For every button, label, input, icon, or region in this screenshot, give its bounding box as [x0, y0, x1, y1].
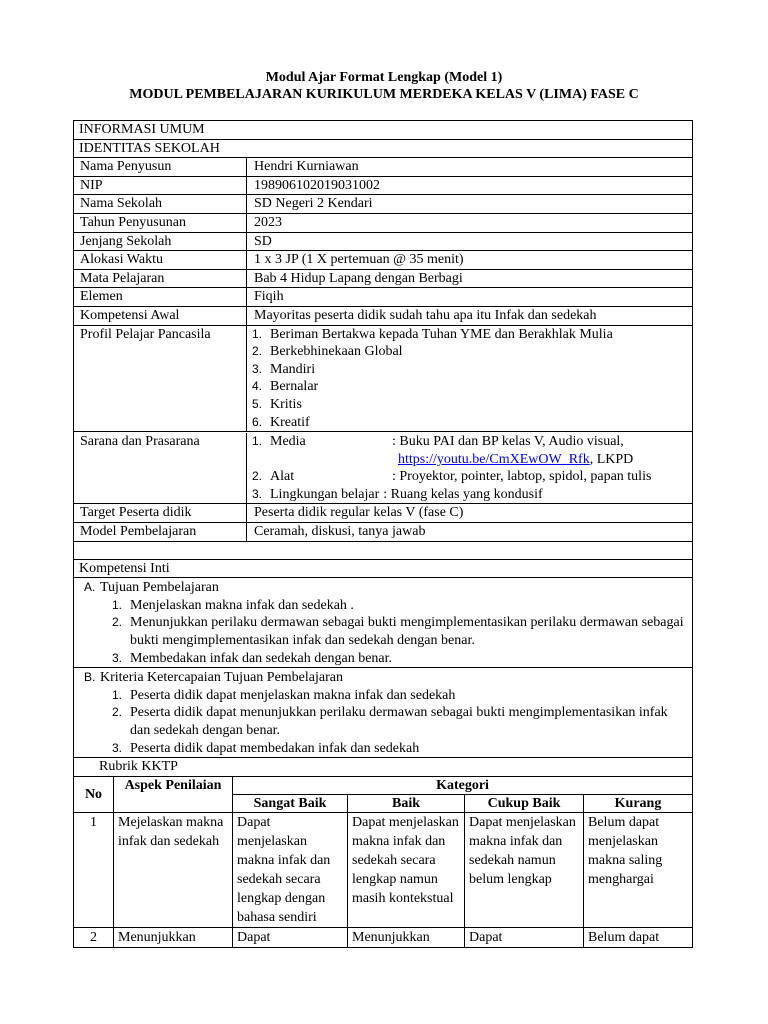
info-value: 198906102019031002 — [254, 177, 380, 193]
model-label: Model Pembelajaran — [74, 523, 247, 541]
cell-sangat-baik: Dapat — [233, 927, 348, 947]
info-value: Bab 4 Hidup Lapang dengan Berbagi — [254, 270, 463, 286]
table-row — [74, 812, 693, 927]
list-item: 3. Mandiri — [252, 361, 316, 377]
kriteria-heading: Kriteria Ketercapaian Tujuan Pembelajaran — [100, 670, 343, 686]
kompetensi-inti-heading: Kompetensi Inti — [79, 560, 170, 576]
profil-value — [247, 326, 692, 432]
info-value: Fiqih — [254, 289, 284, 305]
info-value: 2023 — [254, 214, 282, 230]
info-row — [74, 287, 692, 306]
info-label: Nama Sekolah — [74, 195, 247, 213]
tujuan-section: A. Tujuan Pembelajaran 1. Menjelaskan makna infak dan sedekah . 2. Menunjukkan perilaku dermawan sebagai bukti mengimplementasikan perilaku dermawan sebagai bukti mengimplementasikan infak dan sedekah dengan benar. 3. Membedakan infak dan sedekah dengan benar. — [74, 577, 692, 667]
info-label: Tahun Penyusunan — [74, 214, 247, 232]
target-row — [74, 503, 692, 522]
info-row — [74, 213, 692, 232]
info-table — [73, 120, 693, 948]
spacer-row — [74, 541, 692, 559]
tujuan-list — [84, 597, 692, 667]
kriteria-list — [84, 687, 692, 757]
document-subtitle: MODUL PEMBELAJARAN KURIKULUM MERDEKA KELAS V (LIMA) FASE C — [129, 87, 639, 102]
info-row — [74, 250, 692, 269]
list-item: 2. Peserta didik dapat menunjukkan perilaku dermawan sebagai bukti mengimplementasikan infak dan sedekah dengan benar. — [111, 705, 668, 738]
info-value: SD Negeri 2 Kendari — [254, 196, 373, 212]
cell-sangat-baik: Dapat menjelaskan makna infak dan sedekah secara lengkap dengan bahasa sendiri — [233, 812, 348, 927]
header-no: No — [74, 776, 114, 812]
info-row — [74, 194, 692, 213]
sarana-label: Sarana dan Prasarana — [74, 433, 247, 503]
info-value: SD — [254, 233, 272, 249]
info-label: Kompetensi Awal — [74, 307, 247, 325]
rubrik-wrapper — [74, 776, 692, 948]
model-row — [74, 522, 692, 541]
sarana-lingkungan: 3. Lingkungan belajar : Ruang kelas yang kondusif — [252, 486, 543, 502]
header-aspek: Aspek Penilaian — [114, 776, 233, 812]
cell-aspek: Menunjukkan — [114, 927, 233, 947]
cell-baik: Dapat menjelaskan makna infak dan sedekah secara lengkap namun masih kontekstual — [348, 812, 465, 927]
youtube-link[interactable]: https://youtu.be/CmXEwOW_Rfk — [398, 451, 590, 467]
info-label: NIP — [74, 177, 247, 195]
list-item: 4. Bernalar — [252, 379, 319, 395]
list-item: 2. Menunjukkan perilaku dermawan sebagai bukti mengimplementasikan perilaku dermawan sebagai bukti mengimplementasikan infak dan sedekah dengan benar. — [111, 615, 684, 649]
cell-no: 2 — [74, 927, 114, 947]
rubrik-heading: Rubrik KKTP — [99, 759, 178, 775]
cell-cukup-baik: Dapat menjelaskan makna infak dan sedekah namun belum lengkap — [465, 812, 584, 927]
identitas-sekolah-heading: IDENTITAS SEKOLAH — [79, 140, 220, 156]
target-label: Target Peserta didik — [74, 504, 247, 522]
sarana-alat: 2. Alat : Proyektor, pointer, labtop, spidol, papan tulis — [252, 469, 652, 485]
info-value: Mayoritas peserta didik sudah tahu apa itu Infak dan sedekah — [254, 307, 597, 323]
list-item: 1. Beriman Bertakwa kepada Tuhan YME dan Berakhlak Mulia — [252, 326, 613, 342]
info-row — [74, 157, 692, 176]
cell-kurang: Belum dapat — [584, 927, 693, 947]
cell-kurang: Belum dapat menjelaskan makna saling menghargai — [584, 812, 693, 927]
tujuan-heading: Tujuan Pembelajaran — [100, 580, 219, 596]
list-item: 3. Membedakan infak dan sedekah dengan benar. — [111, 650, 393, 666]
info-row — [74, 176, 692, 195]
sarana-media: 1. Media : Buku PAI dan BP kelas V, Audio visual, https://youtu.be/CmXEwOW_Rfk, LKPD — [252, 434, 634, 467]
info-label: Mata Pelajaran — [74, 270, 247, 288]
info-value: 1 x 3 JP (1 X pertemuan @ 35 menit) — [254, 252, 464, 268]
kompetensi-inti-row — [74, 559, 692, 578]
cell-no: 1 — [74, 812, 114, 927]
info-row — [74, 232, 692, 251]
info-label: Elemen — [74, 288, 247, 306]
target-value: Peserta didik regular kelas V (fase C) — [254, 505, 464, 521]
profil-list — [250, 326, 692, 432]
cell-aspek: Mejelaskan makna infak dan sedekah — [114, 812, 233, 927]
list-item: 6. Kreatif — [252, 414, 310, 430]
sarana-row — [74, 431, 692, 503]
header-kurang: Kurang — [584, 794, 693, 812]
header-baik: Baik — [348, 794, 465, 812]
info-label: Alokasi Waktu — [74, 251, 247, 269]
info-value: Hendri Kurniawan — [254, 159, 359, 175]
info-row — [74, 269, 692, 288]
list-item: 2. Berkebhinekaan Global — [252, 344, 403, 360]
identitas-sekolah-row — [74, 139, 692, 158]
informasi-umum-heading: INFORMASI UMUM — [79, 122, 205, 137]
rubrik-table — [73, 776, 693, 948]
list-item: 1. Peserta didik dapat menjelaskan makna infak dan sedekah — [111, 687, 456, 703]
header-cukup-baik: Cukup Baik — [465, 794, 584, 812]
profil-label: Profil Pelajar Pancasila — [74, 326, 247, 432]
list-item: 5. Kritis — [252, 396, 302, 412]
rubrik-title-row — [74, 757, 692, 776]
kriteria-section: B. Kriteria Ketercapaian Tujuan Pembelajaran 1. Peserta didik dapat menjelaskan makna infak dan sedekah 2. Peserta didik dapat menunjukkan perilaku dermawan sebagai bukti mengimplementasikan infak dan sedekah dengan benar. 3. Peserta didik dapat membedakan infak dan sedekah — [74, 667, 692, 757]
info-label: Jenjang Sekolah — [74, 233, 247, 251]
rubrik-header-row — [74, 776, 693, 794]
header-sangat-baik: Sangat Baik — [233, 794, 348, 812]
informasi-umum-row — [74, 121, 692, 139]
model-value: Ceramah, diskusi, tanya jawab — [254, 524, 426, 540]
list-item: 1. Menjelaskan makna infak dan sedekah . — [111, 597, 354, 613]
profil-row — [74, 325, 692, 432]
cell-baik: Menunjukkan — [348, 927, 465, 947]
cell-cukup-baik: Dapat — [465, 927, 584, 947]
info-label: Nama Penyusun — [74, 158, 247, 176]
document-title: Modul Ajar Format Lengkap (Model 1) — [265, 70, 503, 85]
sarana-value — [247, 433, 692, 503]
table-row — [74, 927, 693, 947]
list-item: 3. Peserta didik dapat membedakan infak dan sedekah — [111, 740, 420, 756]
info-row — [74, 306, 692, 325]
header-kategori: Kategori — [233, 776, 693, 794]
